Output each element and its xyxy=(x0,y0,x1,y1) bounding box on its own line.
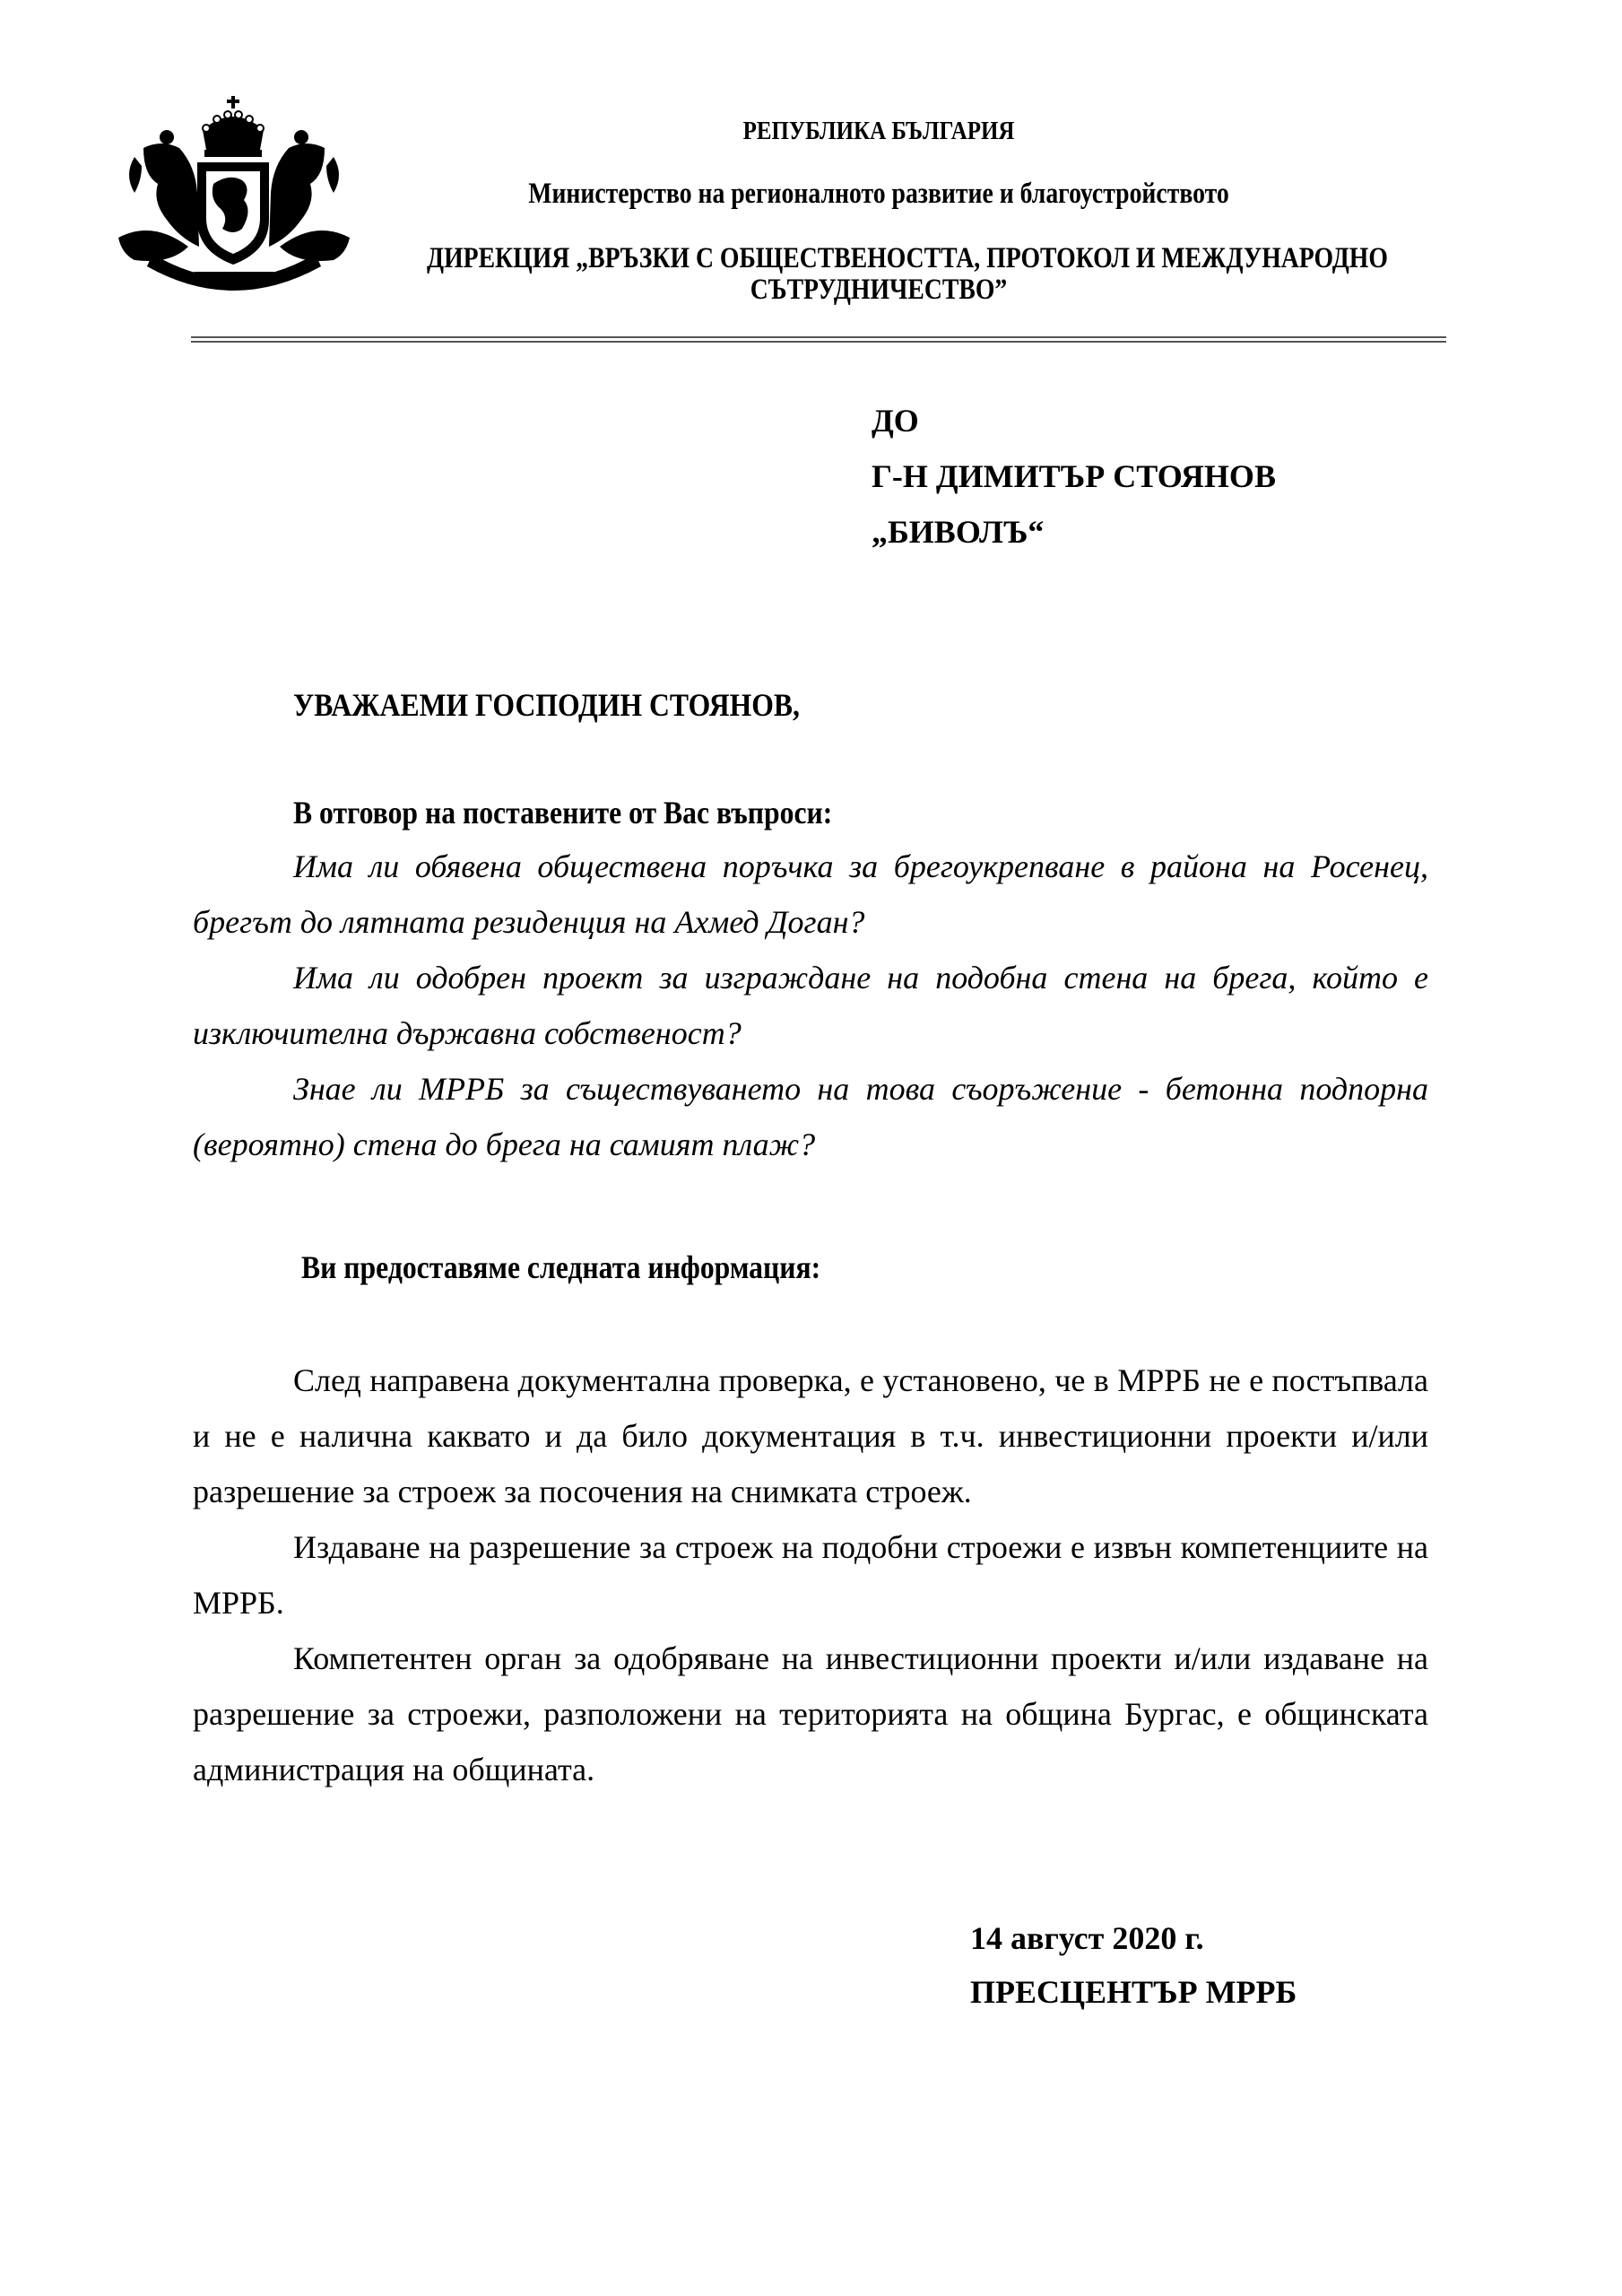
question-paragraph: Има ли обявена обществена поръчка за брегоукрепване в района на Росенец, брегът до лятната резиденция на Ахмед Доган? xyxy=(193,848,1428,940)
letterhead-divider-secondary xyxy=(191,341,1446,343)
question-paragraph: Знае ли МРРБ за съществуването на това съоръжение - бетонна подпорна (вероятно) стена до брега на самият плаж? xyxy=(193,1071,1428,1162)
signature-date: 14 август 2020 г. xyxy=(970,1920,1204,1956)
letterhead-country: РЕПУБЛИКА БЪЛГАРИЯ xyxy=(742,117,1015,145)
answer-paragraph: След направена документална проверка, е установено, че в МРРБ не е постъпвала и не е налична каквато и да било документация в т.ч. инвестиционни проекти и/или разрешение за строеж за посочения на снимката строеж. xyxy=(193,1362,1428,1509)
answer-intro: Ви предоставяме следната информация: xyxy=(301,1249,821,1285)
letterhead-ministry: Министерство на регионалното развитие и благоустройството xyxy=(528,178,1229,210)
bulgarian-coat-of-arms-icon xyxy=(117,94,351,293)
salutation: УВАЖАЕМИ ГОСПОДИН СТОЯНОВ, xyxy=(293,687,800,723)
questions-intro: В отговор на поставените от Вас въпроси: xyxy=(293,795,833,831)
letterhead-directorate: ДИРЕКЦИЯ „ВРЪЗКИ С ОБЩЕСТВЕНОСТТА, ПРОТОКОЛ И МЕЖДУНАРОДНО xyxy=(427,242,1388,274)
letterhead-directorate-continued: СЪТРУДНИЧЕСТВО” xyxy=(750,274,1008,306)
addressee-to: ДО xyxy=(872,403,919,439)
addressee-organization: „БИВОЛЪ“ xyxy=(872,514,1045,550)
signature-office: ПРЕСЦЕНТЪР МРРБ xyxy=(970,1974,1297,2010)
answer-paragraph: Издаване на разрешение за строеж на подобни строежи е извън компетенциите на МРРБ. xyxy=(193,1529,1428,1621)
answer-paragraph: Компетентен орган за одобряване на инвестиционни проекти и/или издаване на разрешение за строежи, разположени на територията на община Бургас, е общинската администрация на общината. xyxy=(193,1640,1428,1787)
question-paragraph: Има ли одобрен проект за изграждане на подобна стена на брега, който е изключителна държавна собственост? xyxy=(193,960,1428,1051)
addressee-name: Г-Н ДИМИТЪР СТОЯНОВ xyxy=(872,458,1276,494)
letterhead-divider xyxy=(191,336,1446,338)
